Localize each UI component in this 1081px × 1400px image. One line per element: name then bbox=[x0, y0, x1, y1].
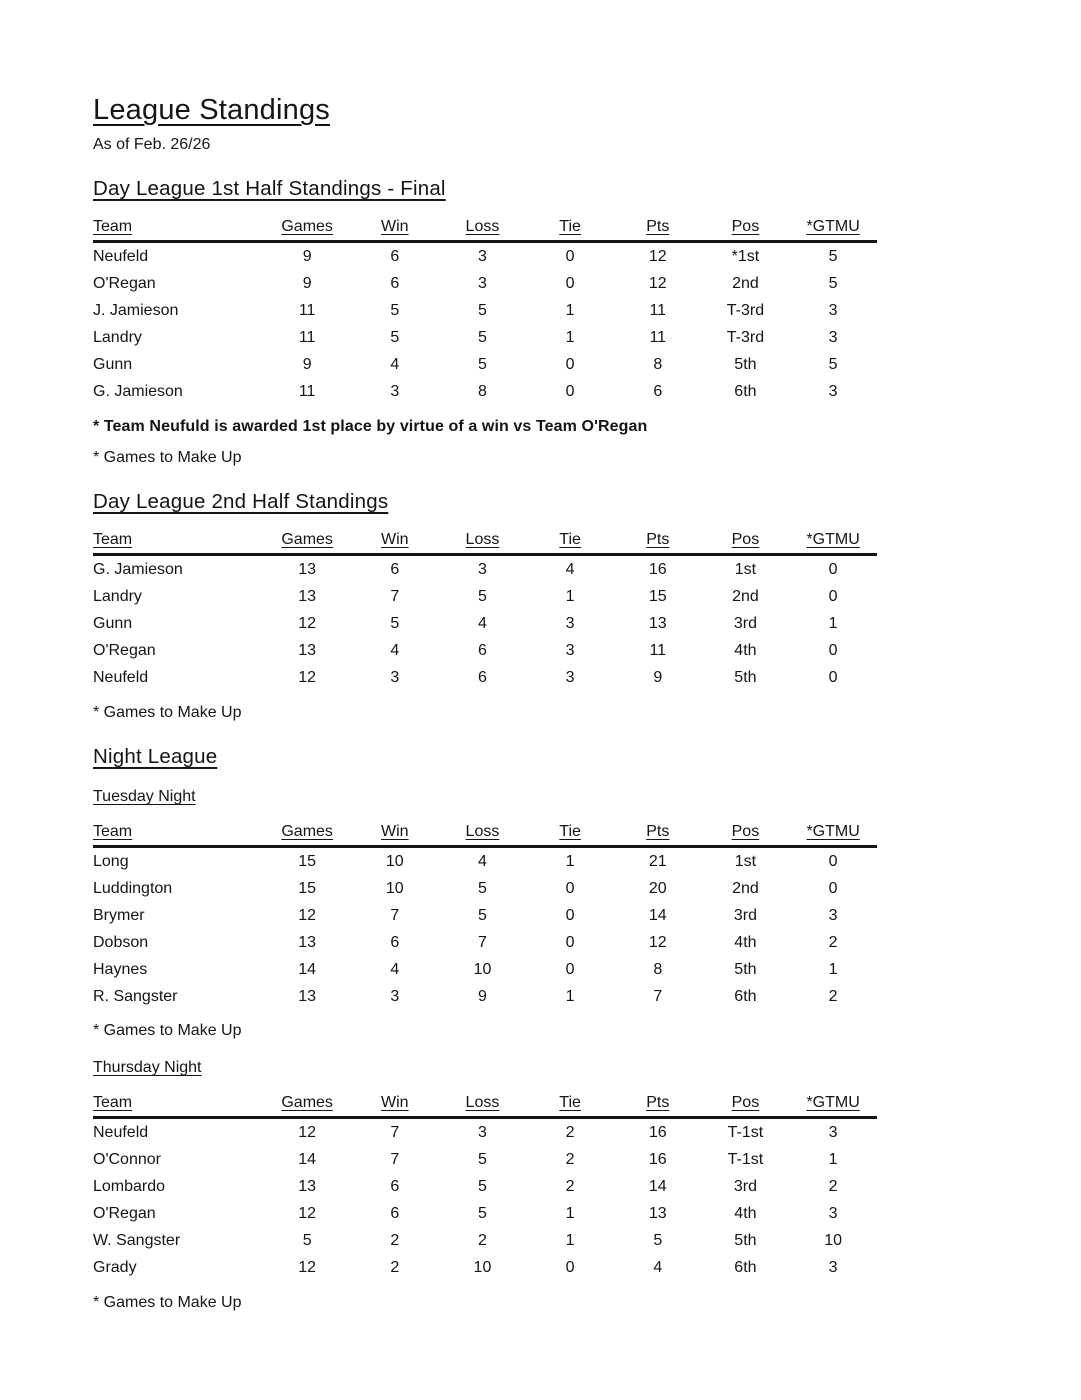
subsection-thursday-night bbox=[93, 1059, 1021, 1312]
team-name: Landry bbox=[93, 587, 142, 605]
stat-cell: 9 bbox=[653, 668, 663, 686]
team-name: O'Regan bbox=[93, 274, 156, 292]
stat-cell: 1st bbox=[734, 852, 757, 870]
stat-cell: 0 bbox=[565, 382, 575, 400]
stat-cell: 13 bbox=[298, 587, 317, 605]
table-row bbox=[93, 1118, 877, 1147]
team-name: W. Sangster bbox=[93, 1231, 181, 1249]
stat-cell: 9 bbox=[302, 274, 312, 292]
stat-cell: 3 bbox=[828, 301, 838, 319]
team-name: Brymer bbox=[93, 906, 145, 924]
team-name: Gunn bbox=[93, 355, 133, 373]
stat-cell: 1 bbox=[828, 960, 838, 978]
stat-cell: 1 bbox=[828, 1150, 838, 1168]
column-header: Win bbox=[351, 1086, 439, 1118]
table-row bbox=[93, 1173, 877, 1200]
stat-cell: 12 bbox=[298, 668, 317, 686]
column-header: Loss bbox=[439, 1086, 527, 1118]
stat-cell: 1 bbox=[828, 614, 838, 632]
column-header: *GTMU bbox=[789, 210, 877, 242]
column-header: Win bbox=[351, 210, 439, 242]
stat-cell: 5 bbox=[302, 1231, 312, 1249]
stat-cell: T-1st bbox=[727, 1123, 764, 1141]
stat-cell: 0 bbox=[565, 355, 575, 373]
stat-cell: 0 bbox=[828, 852, 838, 870]
team-name: J. Jamieson bbox=[93, 301, 179, 319]
standings-table-day-2nd-half bbox=[93, 523, 877, 691]
column-header: Pos bbox=[702, 210, 790, 242]
stat-cell: 6th bbox=[734, 1258, 757, 1276]
column-header: Team bbox=[93, 1086, 263, 1118]
stat-cell: 15 bbox=[298, 879, 317, 897]
stat-cell: 3 bbox=[828, 328, 838, 346]
stat-cell: 3 bbox=[565, 614, 575, 632]
stat-cell: 1 bbox=[565, 1204, 575, 1222]
stat-cell: 11 bbox=[649, 641, 667, 659]
stat-cell: 5 bbox=[390, 301, 400, 319]
page-title: League Standings bbox=[93, 94, 331, 126]
team-name: G. Jamieson bbox=[93, 382, 183, 400]
stat-cell: 3 bbox=[565, 668, 575, 686]
stat-cell: 11 bbox=[298, 328, 316, 346]
stat-cell: 0 bbox=[565, 906, 575, 924]
column-header: Team bbox=[93, 523, 263, 555]
stat-cell: T-3rd bbox=[726, 301, 765, 319]
stat-cell: 11 bbox=[298, 382, 316, 400]
stat-cell: 5 bbox=[478, 1177, 487, 1195]
stat-cell: 12 bbox=[298, 1258, 317, 1276]
stat-cell: 5 bbox=[828, 247, 838, 265]
stat-cell: 13 bbox=[298, 987, 317, 1005]
stat-cell: 10 bbox=[385, 852, 404, 870]
stat-cell: 6 bbox=[390, 1204, 400, 1222]
team-name: Long bbox=[93, 852, 129, 870]
table-row bbox=[93, 1146, 877, 1173]
stat-cell: 7 bbox=[390, 906, 400, 924]
team-name: R. Sangster bbox=[93, 987, 178, 1005]
stat-cell: 8 bbox=[653, 960, 663, 978]
stat-cell: 5th bbox=[734, 1231, 757, 1249]
stat-cell: 14 bbox=[648, 906, 667, 924]
stat-cell: 0 bbox=[828, 879, 838, 897]
stat-cell: 1 bbox=[565, 328, 575, 346]
stat-cell: 5 bbox=[478, 301, 487, 319]
stat-cell: 20 bbox=[648, 879, 667, 897]
table-row bbox=[93, 956, 877, 983]
stat-cell: 13 bbox=[298, 933, 317, 951]
stat-cell: 3rd bbox=[733, 906, 757, 924]
stat-cell: 3 bbox=[478, 560, 487, 578]
section-day-1st-half bbox=[93, 177, 1021, 467]
column-header: Tie bbox=[526, 815, 614, 847]
stat-cell: 5 bbox=[478, 1204, 487, 1222]
table-header-row bbox=[93, 523, 877, 555]
stat-cell: 10 bbox=[385, 879, 404, 897]
stat-cell: 6 bbox=[390, 1177, 400, 1195]
stat-cell: 0 bbox=[828, 587, 838, 605]
stat-cell: 4 bbox=[390, 641, 400, 659]
team-name: Lombardo bbox=[93, 1177, 166, 1195]
team-name: Haynes bbox=[93, 960, 148, 978]
table-row bbox=[93, 270, 877, 297]
stat-cell: 2 bbox=[390, 1258, 400, 1276]
column-header: Loss bbox=[439, 210, 527, 242]
stat-cell: 2 bbox=[478, 1231, 487, 1249]
stat-cell: 2nd bbox=[732, 274, 759, 292]
stat-cell: 11 bbox=[649, 301, 667, 319]
stat-cell: 7 bbox=[390, 1123, 400, 1141]
stat-cell: 4 bbox=[565, 560, 575, 578]
stat-cell: 9 bbox=[302, 355, 312, 373]
table-row bbox=[93, 583, 877, 610]
team-name: O'Regan bbox=[93, 1204, 156, 1222]
stat-cell: 16 bbox=[648, 1123, 667, 1141]
stat-cell: 0 bbox=[565, 1258, 575, 1276]
stat-cell: 12 bbox=[648, 933, 667, 951]
stat-cell: T-3rd bbox=[726, 328, 765, 346]
stat-cell: 8 bbox=[478, 382, 487, 400]
section-heading-night-league: Night League bbox=[93, 745, 218, 768]
stat-cell: 16 bbox=[648, 560, 667, 578]
stat-cell: 5 bbox=[390, 614, 400, 632]
stat-cell: 7 bbox=[390, 1150, 400, 1168]
team-name: Neufeld bbox=[93, 247, 149, 265]
stat-cell: 7 bbox=[390, 587, 400, 605]
table-row bbox=[93, 1254, 877, 1281]
stat-cell: 9 bbox=[478, 987, 487, 1005]
footnote-games-to-make-up: * Games to Make Up bbox=[93, 704, 242, 721]
section-day-2nd-half bbox=[93, 490, 1021, 722]
stat-cell: 5 bbox=[653, 1231, 663, 1249]
stat-cell: 1 bbox=[565, 852, 575, 870]
table-row bbox=[93, 324, 877, 351]
column-header: Games bbox=[263, 210, 351, 242]
stat-cell: 4th bbox=[734, 933, 757, 951]
column-header: Games bbox=[263, 523, 351, 555]
stat-cell: 3 bbox=[565, 641, 575, 659]
stat-cell: 1 bbox=[565, 587, 575, 605]
stat-cell: 3 bbox=[828, 1258, 838, 1276]
stat-cell: 3rd bbox=[733, 1177, 757, 1195]
column-header: Pts bbox=[614, 815, 702, 847]
stat-cell: *1st bbox=[731, 247, 760, 265]
stat-cell: 4 bbox=[390, 355, 400, 373]
column-header: Loss bbox=[439, 815, 527, 847]
stat-cell: 6 bbox=[478, 668, 487, 686]
stat-cell: 2nd bbox=[732, 879, 759, 897]
stat-cell: 2 bbox=[565, 1177, 575, 1195]
stat-cell: 15 bbox=[298, 852, 317, 870]
stat-cell: 2 bbox=[828, 933, 838, 951]
stat-cell: 4 bbox=[478, 852, 487, 870]
stat-cell: 3 bbox=[478, 247, 487, 265]
stat-cell: 0 bbox=[828, 560, 838, 578]
stat-cell: 10 bbox=[824, 1231, 843, 1249]
column-header: Loss bbox=[439, 523, 527, 555]
stat-cell: 0 bbox=[565, 879, 575, 897]
table-row bbox=[93, 847, 877, 876]
stat-cell: 13 bbox=[298, 641, 317, 659]
stat-cell: 1st bbox=[734, 560, 757, 578]
stat-cell: 10 bbox=[473, 960, 492, 978]
column-header: Pts bbox=[614, 210, 702, 242]
stat-cell: 5 bbox=[478, 328, 487, 346]
stat-cell: 6 bbox=[390, 933, 400, 951]
table-header-row bbox=[93, 1086, 877, 1118]
table-row bbox=[93, 1227, 877, 1254]
stat-cell: 5 bbox=[478, 1150, 487, 1168]
stat-cell: 6th bbox=[734, 382, 757, 400]
stat-cell: 4 bbox=[653, 1258, 663, 1276]
stat-cell: 3 bbox=[828, 1123, 838, 1141]
table-row bbox=[93, 875, 877, 902]
stat-cell: 14 bbox=[648, 1177, 667, 1195]
stat-cell: 3 bbox=[390, 382, 400, 400]
stat-cell: 6 bbox=[390, 560, 400, 578]
team-name: G. Jamieson bbox=[93, 560, 183, 578]
column-header: Tie bbox=[526, 1086, 614, 1118]
table-row bbox=[93, 902, 877, 929]
stat-cell: 5th bbox=[734, 668, 757, 686]
table-row bbox=[93, 351, 877, 378]
stat-cell: 9 bbox=[302, 247, 312, 265]
column-header: Win bbox=[351, 523, 439, 555]
stat-cell: 0 bbox=[828, 641, 838, 659]
stat-cell: 5 bbox=[828, 274, 838, 292]
stat-cell: 11 bbox=[649, 328, 667, 346]
stat-cell: 2nd bbox=[732, 587, 759, 605]
stat-cell: 8 bbox=[653, 355, 663, 373]
table-row bbox=[93, 983, 877, 1010]
column-header: Pos bbox=[702, 523, 790, 555]
stat-cell: 6 bbox=[390, 247, 400, 265]
stat-cell: 3 bbox=[828, 1204, 838, 1222]
stat-cell: 4 bbox=[390, 960, 400, 978]
date-line: As of Feb. 26/26 bbox=[93, 136, 211, 153]
table-header-row bbox=[93, 210, 877, 242]
stat-cell: 5th bbox=[734, 960, 757, 978]
team-name: Grady bbox=[93, 1258, 137, 1276]
stat-cell: 6 bbox=[653, 382, 663, 400]
sub-heading-tuesday-night: Tuesday Night bbox=[93, 788, 196, 805]
table-row bbox=[93, 929, 877, 956]
column-header: Pts bbox=[614, 1086, 702, 1118]
standings-table-tuesday-night bbox=[93, 815, 877, 1010]
standings-table-thursday-night bbox=[93, 1086, 877, 1281]
stat-cell: 0 bbox=[565, 274, 575, 292]
stat-cell: 13 bbox=[648, 614, 667, 632]
team-name: O'Connor bbox=[93, 1150, 161, 1168]
stat-cell: 14 bbox=[298, 960, 317, 978]
stat-cell: 12 bbox=[298, 906, 317, 924]
stat-cell: 6 bbox=[478, 641, 487, 659]
stat-cell: 6 bbox=[390, 274, 400, 292]
column-header: Team bbox=[93, 815, 263, 847]
stat-cell: 5 bbox=[478, 906, 487, 924]
stat-cell: 12 bbox=[648, 274, 667, 292]
team-name: Neufeld bbox=[93, 668, 149, 686]
team-name: Dobson bbox=[93, 933, 149, 951]
stat-cell: 5 bbox=[828, 355, 838, 373]
column-header: Games bbox=[263, 815, 351, 847]
section-heading-day-2nd-half: Day League 2nd Half Standings bbox=[93, 490, 389, 513]
stat-cell: 1 bbox=[565, 1231, 575, 1249]
stat-cell: 5 bbox=[390, 328, 400, 346]
footnote-games-to-make-up: * Games to Make Up bbox=[93, 1294, 242, 1311]
stat-cell: 1 bbox=[565, 987, 575, 1005]
column-header: Games bbox=[263, 1086, 351, 1118]
standings-table-day-1st-half bbox=[93, 210, 877, 405]
footnote-games-to-make-up: * Games to Make Up bbox=[93, 1022, 242, 1039]
stat-cell: 5th bbox=[734, 355, 757, 373]
stat-cell: 3 bbox=[828, 906, 838, 924]
stat-cell: 3 bbox=[390, 668, 400, 686]
column-header: Pos bbox=[702, 1086, 790, 1118]
stat-cell: 5 bbox=[478, 355, 487, 373]
stat-cell: 3 bbox=[478, 274, 487, 292]
table-row bbox=[93, 637, 877, 664]
table-row bbox=[93, 297, 877, 324]
column-header: Tie bbox=[526, 523, 614, 555]
stat-cell: 11 bbox=[298, 301, 316, 319]
stat-cell: 0 bbox=[565, 960, 575, 978]
table-row bbox=[93, 610, 877, 637]
stat-cell: 13 bbox=[648, 1204, 667, 1222]
team-name: Landry bbox=[93, 328, 142, 346]
stat-cell: 10 bbox=[473, 1258, 492, 1276]
column-header: *GTMU bbox=[789, 1086, 877, 1118]
footnote-awarded-first: * Team Neufuld is awarded 1st place by virtue of a win vs Team O'Regan bbox=[93, 418, 648, 435]
team-name: Luddington bbox=[93, 879, 173, 897]
stat-cell: 4 bbox=[478, 614, 487, 632]
section-night-league bbox=[93, 745, 1021, 1312]
table-row bbox=[93, 242, 877, 271]
stat-cell: 12 bbox=[648, 247, 667, 265]
footnote-games-to-make-up: * Games to Make Up bbox=[93, 449, 242, 466]
stat-cell: 3 bbox=[390, 987, 400, 1005]
stat-cell: 3rd bbox=[733, 614, 757, 632]
stat-cell: T-1st bbox=[727, 1150, 764, 1168]
stat-cell: 4th bbox=[734, 1204, 757, 1222]
stat-cell: 2 bbox=[565, 1150, 575, 1168]
team-name: O'Regan bbox=[93, 641, 156, 659]
stat-cell: 3 bbox=[828, 382, 838, 400]
stat-cell: 16 bbox=[648, 1150, 667, 1168]
stat-cell: 7 bbox=[653, 987, 663, 1005]
subsection-tuesday-night bbox=[93, 788, 1021, 1040]
stat-cell: 21 bbox=[648, 852, 667, 870]
stat-cell: 12 bbox=[298, 614, 317, 632]
column-header: *GTMU bbox=[789, 815, 877, 847]
stat-cell: 2 bbox=[828, 987, 838, 1005]
stat-cell: 12 bbox=[298, 1204, 317, 1222]
stat-cell: 0 bbox=[828, 668, 838, 686]
stat-cell: 2 bbox=[828, 1177, 838, 1195]
stat-cell: 12 bbox=[298, 1123, 317, 1141]
stat-cell: 2 bbox=[390, 1231, 400, 1249]
stat-cell: 13 bbox=[298, 1177, 317, 1195]
column-header: Pos bbox=[702, 815, 790, 847]
table-row bbox=[93, 378, 877, 405]
table-row bbox=[93, 1200, 877, 1227]
column-header: *GTMU bbox=[789, 523, 877, 555]
section-heading-day-1st-half: Day League 1st Half Standings - Final bbox=[93, 177, 446, 200]
stat-cell: 13 bbox=[298, 560, 317, 578]
stat-cell: 4th bbox=[734, 641, 757, 659]
stat-cell: 5 bbox=[478, 879, 487, 897]
stat-cell: 0 bbox=[565, 247, 575, 265]
column-header: Win bbox=[351, 815, 439, 847]
stat-cell: 7 bbox=[478, 933, 487, 951]
stat-cell: 0 bbox=[565, 933, 575, 951]
table-row bbox=[93, 664, 877, 691]
team-name: Gunn bbox=[93, 614, 133, 632]
column-header: Team bbox=[93, 210, 263, 242]
stat-cell: 15 bbox=[648, 587, 667, 605]
stat-cell: 2 bbox=[565, 1123, 575, 1141]
stat-cell: 14 bbox=[298, 1150, 317, 1168]
table-row bbox=[93, 555, 877, 584]
stat-cell: 3 bbox=[478, 1123, 487, 1141]
column-header: Tie bbox=[526, 210, 614, 242]
column-header: Pts bbox=[614, 523, 702, 555]
stat-cell: 1 bbox=[565, 301, 575, 319]
sub-heading-thursday-night: Thursday Night bbox=[93, 1059, 202, 1076]
team-name: Neufeld bbox=[93, 1123, 149, 1141]
table-header-row bbox=[93, 815, 877, 847]
stat-cell: 5 bbox=[478, 587, 487, 605]
stat-cell: 6th bbox=[734, 987, 757, 1005]
